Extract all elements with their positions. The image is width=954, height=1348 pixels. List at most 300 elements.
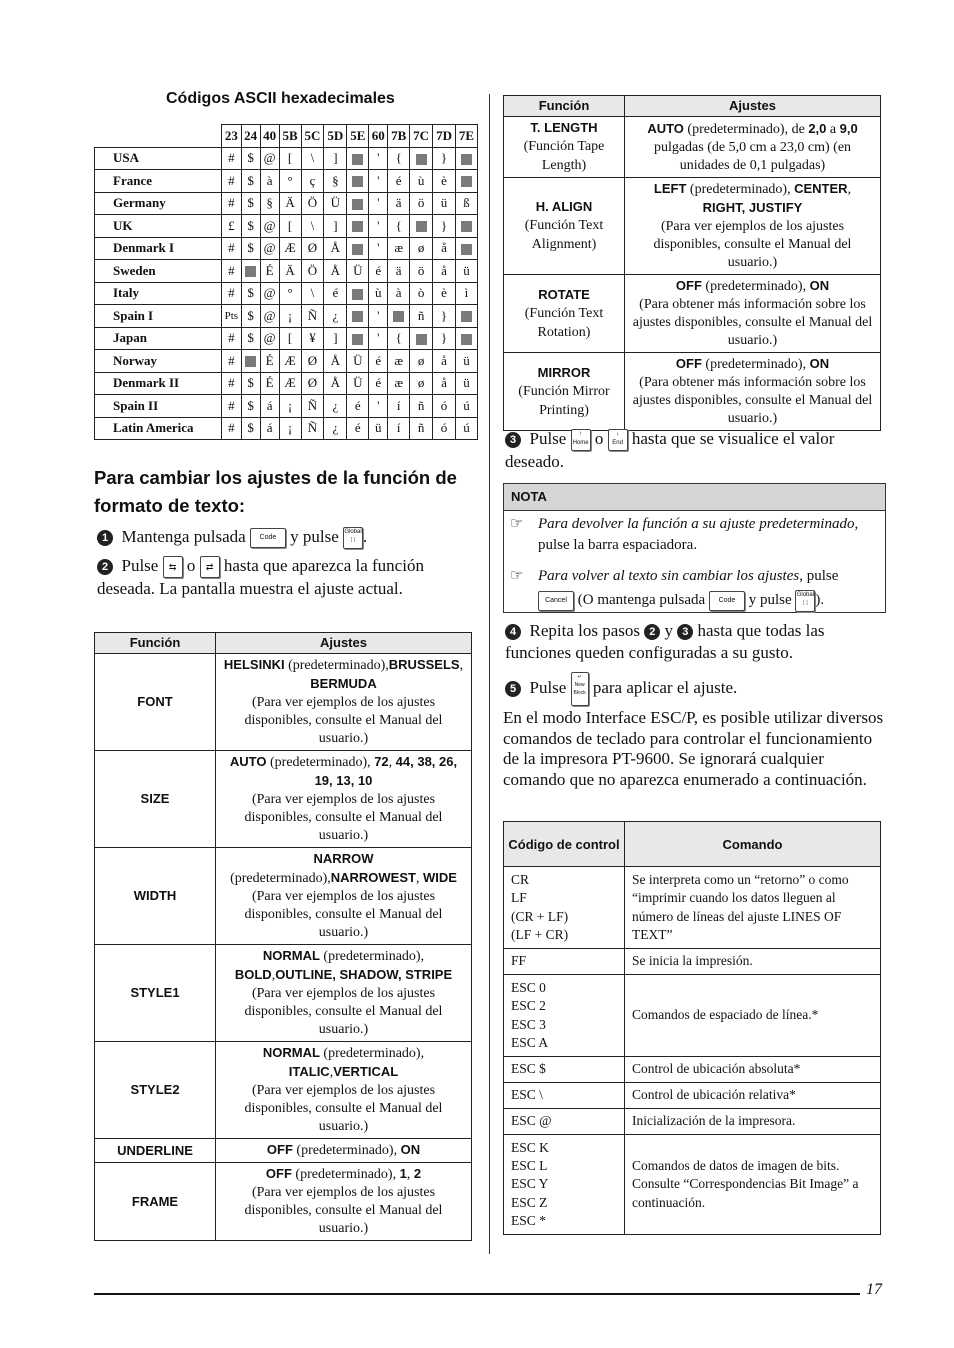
- setting-value: (predeterminado),: [701, 357, 810, 372]
- ascii-cell: Å: [324, 350, 347, 373]
- ascii-cell: ñ: [410, 305, 433, 328]
- ascii-cell: ': [369, 192, 388, 215]
- undefined-char-icon: [352, 334, 363, 345]
- setting-value: VERTICAL: [333, 1064, 399, 1079]
- function-name: MIRROR: [537, 364, 591, 380]
- ascii-cell: ¡: [279, 305, 301, 328]
- ascii-cell: Ö: [301, 192, 324, 215]
- ascii-row: [95, 260, 478, 283]
- ascii-row: [95, 350, 478, 373]
- step-number: 1: [97, 530, 113, 546]
- step-4: [505, 620, 885, 664]
- note-text: ).: [815, 592, 825, 608]
- setting-value: ON: [400, 1142, 421, 1157]
- page-number: 17: [866, 1281, 882, 1298]
- function-row: [95, 1163, 472, 1241]
- country-name: USA: [95, 147, 222, 170]
- step-number: 2: [97, 559, 113, 575]
- ascii-cell: \: [301, 147, 324, 170]
- setting-value: LEFT: [653, 181, 687, 196]
- ascii-row: [95, 417, 478, 440]
- ascii-cell: [347, 282, 369, 305]
- note-text: , pulse la barra espaciadora.: [538, 516, 859, 553]
- function-row: [95, 945, 472, 1042]
- ascii-cell: ]: [324, 327, 347, 350]
- ascii-cell: í: [388, 395, 410, 418]
- undefined-char-icon: [352, 199, 363, 210]
- ascii-cell: é: [369, 350, 388, 373]
- ascii-cell: ü: [455, 372, 477, 395]
- ascii-cell: é: [369, 372, 388, 395]
- step-text: o: [594, 429, 604, 448]
- global-key-icon: Global ⁞ ⁞: [795, 590, 815, 612]
- col-header-function: Función: [504, 96, 625, 117]
- setting-note: (Para obtener más información sobre los ajustes disponibles, consulte el Manual del usuario.): [632, 297, 873, 348]
- key-label: Global: [344, 529, 362, 536]
- setting-value: a: [826, 121, 840, 137]
- ascii-cell: ö: [410, 260, 433, 283]
- ascii-cell: æ: [388, 372, 410, 395]
- undefined-char-icon: [352, 176, 363, 187]
- step-number: 5: [505, 681, 521, 697]
- ascii-cell: ø: [410, 237, 433, 260]
- ascii-cell: ñ: [410, 395, 433, 418]
- setting-note: (Para ver ejemplos de los ajustes disponibles, consulte el Manual del usuario.): [244, 792, 443, 843]
- command-row: [504, 867, 881, 949]
- ascii-cell: [455, 237, 477, 260]
- cancel-key-icon: Cancel: [538, 591, 574, 611]
- function-row: [95, 654, 472, 751]
- function-row: [95, 1042, 472, 1139]
- country-name: Italy: [95, 282, 222, 305]
- command-description: Inicialización de la impresora.: [625, 1109, 881, 1135]
- command-description: Se interpreta como un “retorno” o como “imprimir cuando los datos lleguen al número de líneas del ajuste LINES OF TEXT”: [625, 867, 881, 949]
- ascii-cell: ¥: [301, 327, 324, 350]
- command-row: [504, 1083, 881, 1109]
- setting-value: (predeterminado),: [319, 949, 425, 964]
- note-italic: Para devolver la función a su ajuste predeterminado: [538, 516, 855, 532]
- ascii-cell: ': [369, 147, 388, 170]
- setting-value: BRUSSELS: [388, 657, 460, 672]
- function-row: [504, 117, 881, 178]
- ascii-cell: $: [241, 417, 260, 440]
- ascii-cell: #: [222, 350, 242, 373]
- ascii-cell: ì: [455, 282, 477, 305]
- setting-value: OFF: [265, 1166, 292, 1181]
- ascii-row: [95, 170, 478, 193]
- step-ref-number: 3: [677, 624, 693, 640]
- setting-note: (Para ver ejemplos de los ajustes disponibles, consulte el Manual del usuario.): [653, 219, 852, 270]
- setting-value: ITALIC: [288, 1064, 330, 1079]
- hex-header: 40: [260, 125, 279, 148]
- ascii-cell: }: [433, 147, 456, 170]
- function-row: [504, 178, 881, 275]
- ascii-cell: ': [369, 395, 388, 418]
- country-name: Spain I: [95, 305, 222, 328]
- ascii-cell: {: [388, 327, 410, 350]
- ascii-cell: $: [241, 305, 260, 328]
- ascii-cell: ¿: [324, 305, 347, 328]
- col-header-function: Función: [95, 633, 216, 654]
- ascii-cell: [388, 305, 410, 328]
- function-settings: [625, 275, 881, 353]
- step-text: Pulse: [121, 556, 159, 575]
- function-settings: [216, 1163, 472, 1241]
- hex-header: 5B: [279, 125, 301, 148]
- command-row: [504, 1057, 881, 1083]
- hex-header: 7E: [455, 125, 477, 148]
- ascii-cell: Ü: [347, 350, 369, 373]
- ascii-cell: #: [222, 282, 242, 305]
- undefined-char-icon: [245, 356, 256, 367]
- key-label: End: [612, 440, 623, 447]
- setting-value: ,: [847, 182, 852, 197]
- step-text: hasta que todas las funciones queden configuradas a su gusto.: [505, 621, 825, 662]
- ascii-cell: $: [241, 170, 260, 193]
- ascii-cell: #: [222, 417, 242, 440]
- ascii-cell: é: [347, 417, 369, 440]
- section-heading: Para cambiar los ajustes de la función de formato de texto:: [94, 467, 457, 516]
- ascii-cell: Ñ: [301, 395, 324, 418]
- command-row: [504, 949, 881, 975]
- ascii-cell: [347, 147, 369, 170]
- setting-value: NORMAL: [262, 1045, 320, 1060]
- ascii-cell: [455, 305, 477, 328]
- ascii-table: [94, 124, 478, 440]
- step-number: 3: [505, 432, 521, 448]
- ascii-cell: Ü: [324, 192, 347, 215]
- hex-header: 23: [222, 125, 242, 148]
- left-arrow-key-icon: ⇆: [163, 556, 183, 578]
- step-2: [97, 555, 477, 600]
- step-ref-number: 2: [644, 624, 660, 640]
- new-block-key-icon: ↵ New Block: [571, 672, 589, 706]
- step-text: Mantenga pulsada: [121, 527, 246, 546]
- ascii-cell: @: [260, 327, 279, 350]
- control-code-item: ESC $: [511, 1061, 546, 1077]
- control-code-item: (CR + LF): [511, 908, 569, 924]
- function-name: SIZE: [95, 751, 216, 848]
- ascii-cell: Æ: [279, 372, 301, 395]
- ascii-cell: é: [388, 170, 410, 193]
- ascii-row: [95, 147, 478, 170]
- function-cell: [504, 275, 625, 353]
- control-code-item: (LF + CR): [511, 926, 569, 942]
- ascii-cell: @: [260, 147, 279, 170]
- undefined-char-icon: [352, 154, 363, 165]
- global-key-icon: Global ⁞ ⁞: [343, 527, 363, 549]
- setting-value: 1: [399, 1166, 407, 1181]
- undefined-char-icon: [352, 289, 363, 300]
- function-name: H. ALIGN: [535, 199, 593, 214]
- function-row: [95, 1139, 472, 1163]
- country-name: Denmark II: [95, 372, 222, 395]
- ascii-cell: Ö: [301, 260, 324, 283]
- control-code-item: ESC *: [511, 1212, 546, 1228]
- function-name: UNDERLINE: [95, 1139, 216, 1163]
- ascii-cell: [347, 215, 369, 238]
- ascii-row: [95, 305, 478, 328]
- key-label: Home: [572, 440, 589, 447]
- ascii-row: [95, 215, 478, 238]
- function-name: FONT: [95, 654, 216, 751]
- ascii-cell: [455, 327, 477, 350]
- ascii-cell: ¿: [324, 417, 347, 440]
- setting-value: OFF: [675, 278, 702, 293]
- control-code-item: ESC L: [511, 1158, 548, 1174]
- setting-value: (predeterminado),: [701, 279, 810, 294]
- ascii-cell: [410, 327, 433, 350]
- ascii-cell: }: [433, 215, 456, 238]
- ascii-cell: Å: [324, 237, 347, 260]
- ascii-cell: @: [260, 237, 279, 260]
- setting-value: ON: [809, 278, 830, 293]
- ascii-cell: ': [369, 237, 388, 260]
- ascii-cell: à: [260, 170, 279, 193]
- pointing-hand-icon: ☞: [510, 568, 524, 584]
- ascii-cell: §: [260, 192, 279, 215]
- undefined-char-icon: [416, 154, 427, 165]
- ascii-cell: @: [260, 282, 279, 305]
- ascii-cell: $: [241, 237, 260, 260]
- function-name: FRAME: [95, 1163, 216, 1241]
- step-1: [97, 526, 477, 549]
- setting-value: 44, 38, 26, 19, 13, 10: [314, 754, 458, 788]
- ascii-cell: $: [241, 215, 260, 238]
- ascii-cell: Å: [324, 372, 347, 395]
- col-header-settings: Ajustes: [625, 96, 881, 117]
- ascii-row: [95, 282, 478, 305]
- setting-value: 2: [413, 1166, 422, 1181]
- function-settings: [625, 117, 881, 178]
- ascii-cell: ú: [455, 417, 477, 440]
- ascii-cell: £: [222, 215, 242, 238]
- setting-note: (Para obtener más información sobre los ajustes disponibles, consulte el Manual del usuario.): [632, 375, 873, 426]
- ascii-cell: í: [388, 417, 410, 440]
- step-text: o: [186, 556, 196, 575]
- col-header-command: Comando: [625, 822, 881, 867]
- hex-header: 7C: [410, 125, 433, 148]
- function-subtitle: (Función Tape Length): [523, 139, 605, 173]
- code-key-icon: Code: [250, 528, 286, 548]
- country-name: Norway: [95, 350, 222, 373]
- function-subtitle: (Función Text Rotation): [524, 305, 604, 340]
- function-name: T. LENGTH: [530, 120, 598, 135]
- ascii-cell: é: [324, 282, 347, 305]
- ascii-cell: á: [260, 417, 279, 440]
- ascii-cell: É: [260, 260, 279, 283]
- country-name: Spain II: [95, 395, 222, 418]
- ascii-cell: ': [369, 305, 388, 328]
- hex-header: 7B: [388, 125, 410, 148]
- control-code: [504, 1109, 625, 1135]
- setting-value: 9,0: [839, 120, 858, 136]
- undefined-char-icon: [461, 334, 472, 345]
- setting-value: NORMAL: [262, 948, 320, 963]
- ascii-cell: §: [324, 170, 347, 193]
- footer-rule: [94, 1293, 860, 1295]
- ascii-cell: Ä: [279, 260, 301, 283]
- undefined-char-icon: [352, 244, 363, 255]
- ascii-cell: $: [241, 372, 260, 395]
- ascii-cell: [: [279, 147, 301, 170]
- step-text: hasta que se visualice el valor deseado.: [505, 429, 835, 472]
- setting-value: WIDE: [422, 870, 457, 885]
- ascii-cell: è: [433, 282, 456, 305]
- ascii-cell: å: [433, 260, 456, 283]
- setting-value: NARROW: [313, 851, 374, 866]
- undefined-char-icon: [352, 221, 363, 232]
- ascii-cell: {: [388, 147, 410, 170]
- function-settings: [216, 654, 472, 751]
- ascii-cell: ': [369, 170, 388, 193]
- ascii-cell: è: [433, 170, 456, 193]
- setting-value: ,: [415, 871, 423, 886]
- ascii-cell: #: [222, 372, 242, 395]
- control-code: [504, 1135, 625, 1235]
- ascii-cell: Ñ: [301, 305, 324, 328]
- setting-value: OFF: [266, 1142, 293, 1157]
- undefined-char-icon: [461, 311, 472, 322]
- function-name: STYLE1: [95, 945, 216, 1042]
- function-cell: [504, 353, 625, 431]
- country-name: Japan: [95, 327, 222, 350]
- ascii-cell: }: [433, 327, 456, 350]
- control-code-item: ESC 3: [511, 1016, 546, 1032]
- command-table: [503, 821, 881, 1235]
- note-italic: Para volver al texto sin cambiar los ajustes: [538, 568, 800, 584]
- step-text: .: [363, 527, 368, 546]
- ascii-cell: [: [279, 215, 301, 238]
- ascii-cell: @: [260, 305, 279, 328]
- control-code: [504, 867, 625, 949]
- note-text: , pulse: [799, 568, 839, 584]
- ascii-cell: ü: [455, 260, 477, 283]
- ascii-cell: ü: [433, 192, 456, 215]
- function-settings: [216, 1042, 472, 1139]
- step-5: [505, 672, 885, 706]
- ascii-corner: [95, 125, 222, 148]
- ascii-cell: ]: [324, 215, 347, 238]
- function-name: STYLE2: [95, 1042, 216, 1139]
- hex-header: 24: [241, 125, 260, 148]
- hex-header: 60: [369, 125, 388, 148]
- code-key-icon: Code: [709, 591, 745, 611]
- ascii-cell: ù: [410, 170, 433, 193]
- function-settings-table-right: [503, 95, 881, 431]
- control-code-item: ESC @: [511, 1113, 552, 1129]
- ascii-cell: [241, 350, 260, 373]
- undefined-char-icon: [416, 221, 427, 232]
- setting-note: (Para ver ejemplos de los ajustes disponibles, consulte el Manual del usuario.): [244, 986, 443, 1037]
- function-settings: [216, 945, 472, 1042]
- control-code-item: ESC Z: [511, 1194, 548, 1210]
- step-text: y pulse: [290, 527, 339, 546]
- control-code-item: LF: [511, 890, 527, 906]
- right-arrow-key-icon: ⇄: [200, 556, 220, 578]
- pointing-hand-icon: ☞: [510, 516, 524, 532]
- command-row: [504, 1135, 881, 1235]
- country-name: Sweden: [95, 260, 222, 283]
- setting-value: ,: [271, 968, 276, 983]
- note-title: NOTA: [504, 484, 885, 511]
- function-settings: [216, 848, 472, 945]
- ascii-cell: [347, 305, 369, 328]
- ascii-cell: ç: [301, 170, 324, 193]
- ascii-cell: æ: [388, 350, 410, 373]
- ascii-cell: ]: [324, 147, 347, 170]
- country-name: Germany: [95, 192, 222, 215]
- ascii-cell: ó: [433, 395, 456, 418]
- col-header-code: Código de control: [504, 822, 625, 867]
- undefined-char-icon: [352, 311, 363, 322]
- ascii-cell: [347, 237, 369, 260]
- ascii-cell: Pts: [222, 305, 242, 328]
- hex-header: 5D: [324, 125, 347, 148]
- country-name: France: [95, 170, 222, 193]
- ascii-cell: °: [279, 282, 301, 305]
- command-row: [504, 1109, 881, 1135]
- ascii-cell: #: [222, 237, 242, 260]
- note-item-1: [510, 514, 880, 556]
- command-description: Se inicia la impresión.: [625, 949, 881, 975]
- note-item-2: [510, 564, 880, 612]
- ascii-row: [95, 237, 478, 260]
- ascii-cell: æ: [388, 237, 410, 260]
- setting-value: BERMUDA: [310, 676, 377, 691]
- ascii-cell: à: [388, 282, 410, 305]
- ascii-cell: ø: [410, 350, 433, 373]
- setting-value: NARROWEST: [330, 870, 416, 885]
- function-row: [95, 848, 472, 945]
- control-code: [504, 1057, 625, 1083]
- setting-value: ,: [388, 755, 396, 770]
- control-code-item: ESC 2: [511, 998, 546, 1014]
- end-key-icon: ↓ End: [608, 429, 628, 451]
- hex-header: 7D: [433, 125, 456, 148]
- ascii-row: [95, 372, 478, 395]
- step-3: [505, 428, 880, 473]
- ascii-cell: ': [369, 327, 388, 350]
- step-text: para aplicar el ajuste.: [592, 677, 738, 697]
- ascii-row: [95, 395, 478, 418]
- col-header-settings: Ajustes: [216, 633, 472, 654]
- ascii-cell: #: [222, 327, 242, 350]
- setting-value: (predeterminado),: [230, 871, 331, 886]
- ascii-cell: ö: [410, 192, 433, 215]
- setting-value: HELSINKI: [223, 657, 285, 672]
- ascii-cell: @: [260, 215, 279, 238]
- ascii-cell: \: [301, 215, 324, 238]
- ascii-cell: å: [433, 372, 456, 395]
- ascii-cell: Ø: [301, 372, 324, 395]
- function-settings: [216, 751, 472, 848]
- ascii-cell: ä: [388, 260, 410, 283]
- setting-value: 72: [374, 754, 389, 769]
- ascii-cell: #: [222, 170, 242, 193]
- setting-value: ,: [459, 658, 464, 673]
- note-text: y pulse: [748, 592, 792, 608]
- control-code-item: CR: [511, 871, 530, 887]
- ascii-cell: ä: [388, 192, 410, 215]
- setting-value: ,: [329, 1065, 334, 1080]
- control-code-item: ESC Y: [511, 1176, 549, 1192]
- setting-value: CENTER: [794, 181, 848, 196]
- control-code-item: ESC A: [511, 1034, 549, 1050]
- ascii-title: Códigos ASCII hexadecimales: [166, 90, 395, 107]
- ascii-cell: [347, 327, 369, 350]
- key-label: Global: [796, 591, 815, 598]
